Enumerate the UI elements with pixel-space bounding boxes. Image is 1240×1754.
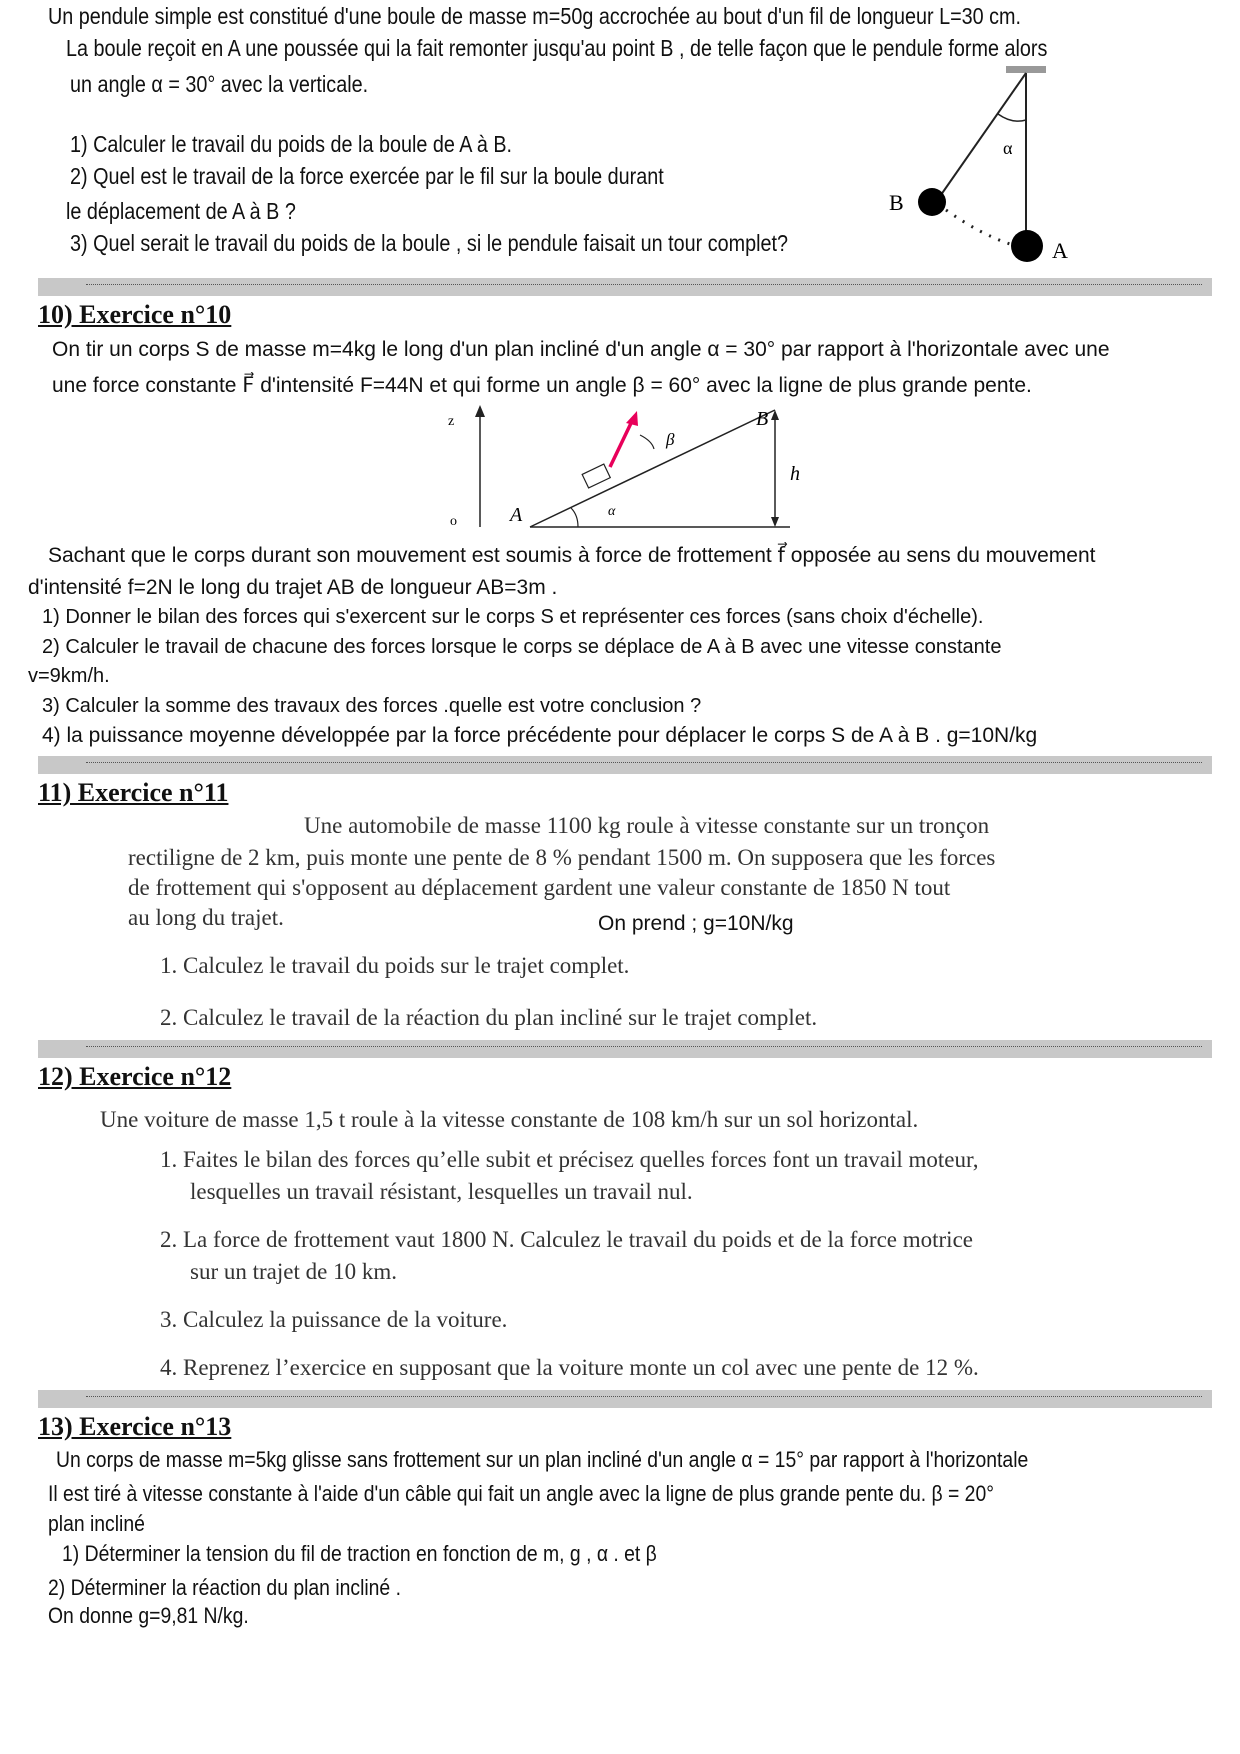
ex13-question-1: 1) Déterminer la tension du fil de traction en fonction de m, g , α . et β: [62, 1541, 657, 1566]
angle-arc-beta: [640, 435, 654, 449]
ex9-line3: un angle α = 30° avec la verticale.: [70, 71, 369, 97]
ex10-question-4: 4) la puissance moyenne développée par la force précédente pour déplacer le corps S de A à B . g=10N/kg: [42, 724, 1038, 747]
separator-1: [38, 278, 1212, 296]
ex13-line1: Un corps de masse m=5kg glisse sans frottement sur un plan incliné d'un angle α = 15° par rapport à l'horizontale: [56, 1447, 1029, 1472]
ex9-line1: Un pendule simple est constitué d'une boule de masse m=50g accrochée au bout d'un fil de longueur L=30 cm.: [48, 3, 1022, 29]
ex10-line4: d'intensité f=2N le long du trajet AB de longueur AB=3m .: [28, 576, 558, 599]
pendulum-ceiling: [1006, 66, 1046, 73]
ex13-line3: plan incliné: [48, 1511, 145, 1536]
ex11-question-2: 2. Calculez le travail de la réaction du plan incliné sur le trajet complet.: [160, 1005, 818, 1030]
ex13-question-2: 2) Déterminer la réaction du plan incliné .: [48, 1575, 401, 1600]
alpha-label: α: [608, 504, 616, 519]
ex12-question-2a: 2. La force de frottement vaut 1800 N. Calculez le travail du poids et de la force motrice: [160, 1227, 973, 1252]
ex10-line2: une force constante F⃗ d'intensité F=44N et qui forme un angle β = 60° avec la ligne de plus grande pente.: [52, 374, 1032, 397]
separator-4: [38, 1390, 1212, 1408]
force-F-arrow: [610, 419, 633, 467]
ex11-line4: au long du trajet.: [128, 905, 284, 930]
B-label: B: [756, 408, 769, 430]
ex13-title: 13) Exercice n°13: [38, 1412, 232, 1441]
ex10-question-1: 1) Donner le bilan des forces qui s'exercent sur le corps S et représenter ces forces (sans choix d'échelle).: [42, 606, 984, 628]
ex11-line1: Une automobile de masse 1100 kg roule à vitesse constante sur un tronçon: [304, 813, 990, 838]
angle-arc-alpha: [571, 508, 578, 527]
pendulum-string-inclined: [936, 73, 1026, 202]
ex9-question-2b: le déplacement de A à B ?: [66, 198, 296, 224]
ex9-line2: La boule reçoit en A une poussée qui la fait remonter jusqu'au point B , de telle façon que le pendule forme alors: [66, 35, 1048, 61]
pendulum-angle-arc: [998, 114, 1026, 121]
ex13-given: On donne g=9,81 N/kg.: [48, 1603, 249, 1628]
ex9-question-2a: 2) Quel est le travail de la force exercée par le fil sur la boule durant: [70, 163, 664, 189]
ex9-question-1: 1) Calculer le travail du poids de la boule de A à B.: [70, 131, 513, 157]
origin-label: o: [450, 514, 457, 529]
separator-3: [38, 1040, 1212, 1058]
ex12-question-3: 3. Calculez la puissance de la voiture.: [160, 1307, 508, 1332]
force-F-arrowhead: [626, 411, 638, 426]
ex11-line2: rectiligne de 2 km, puis monte une pente de 8 % pendant 1500 m. On supposera que les forces: [128, 845, 996, 870]
pendulum-alpha-label: α: [1003, 138, 1013, 158]
z-axis-label: z: [448, 414, 455, 429]
ex10-line1: On tir un corps S de masse m=4kg le long d'un plan incliné d'un angle α = 30° par rapport à l'horizontale avec une: [52, 338, 1110, 361]
ex10-question-2b: v=9km/h.: [28, 665, 110, 687]
ex12-question-1a: 1. Faites le bilan des forces qu’elle subit et précisez quelles forces font un travail moteur,: [160, 1147, 979, 1172]
ex12-question-4: 4. Reprenez l’exercice en supposant que la voiture monte un col avec une pente de 12 %.: [160, 1355, 979, 1380]
incline-hypotenuse: [530, 410, 775, 527]
label-A: A: [1052, 238, 1068, 263]
label-B: B: [889, 190, 904, 215]
ex10-question-2a: 2) Calculer le travail de chacune des forces lorsque le corps se déplace de A à B avec une vitesse constante: [42, 636, 1002, 658]
A-label: A: [510, 504, 523, 526]
body-S: [582, 464, 610, 488]
height-arrowhead-bottom: [771, 517, 779, 527]
ball-B: [918, 188, 946, 216]
ex11-line3: de frottement qui s'opposent au déplacement gardent une valeur constante de 1850 N tout: [128, 875, 951, 900]
ex12-question-1b: lesquelles un travail résistant, lesquelles un travail nul.: [190, 1179, 693, 1204]
ball-A: [1011, 230, 1043, 262]
pendulum-figure: [880, 62, 1110, 262]
ex9-question-3: 3) Quel serait le travail du poids de la boule , si le pendule faisait un tour complet?: [70, 230, 788, 256]
ex13-line2: Il est tiré à vitesse constante à l'aide d'un câble qui fait un angle avec la ligne de plus grande pente du. β = 20°: [48, 1481, 994, 1506]
ex12-line1: Une voiture de masse 1,5 t roule à la vitesse constante de 108 km/h sur un sol horizontal.: [100, 1107, 919, 1132]
inclined-plane-figure: [440, 405, 820, 540]
ex10-question-3: 3) Calculer la somme des travaux des forces .quelle est votre conclusion ?: [42, 695, 702, 717]
ex11-title: 11) Exercice n°11: [38, 778, 229, 807]
ex11-given: On prend ; g=10N/kg: [598, 912, 794, 935]
ex12-question-2b: sur un trajet de 10 km.: [190, 1259, 397, 1284]
ex10-title: 10) Exercice n°10: [38, 300, 232, 329]
z-axis-arrowhead: [475, 405, 485, 417]
separator-2: [38, 756, 1212, 774]
ex10-line3: Sachant que le corps durant son mouvement est soumis à force de frottement f⃗ opposée au sens du mouvement: [48, 544, 1096, 567]
h-label: h: [790, 463, 800, 485]
ex11-question-1: 1. Calculez le travail du poids sur le trajet complet.: [160, 953, 630, 978]
beta-label: β: [666, 430, 675, 449]
ex12-title: 12) Exercice n°12: [38, 1062, 232, 1091]
pendulum-trajectory: [946, 210, 1010, 244]
